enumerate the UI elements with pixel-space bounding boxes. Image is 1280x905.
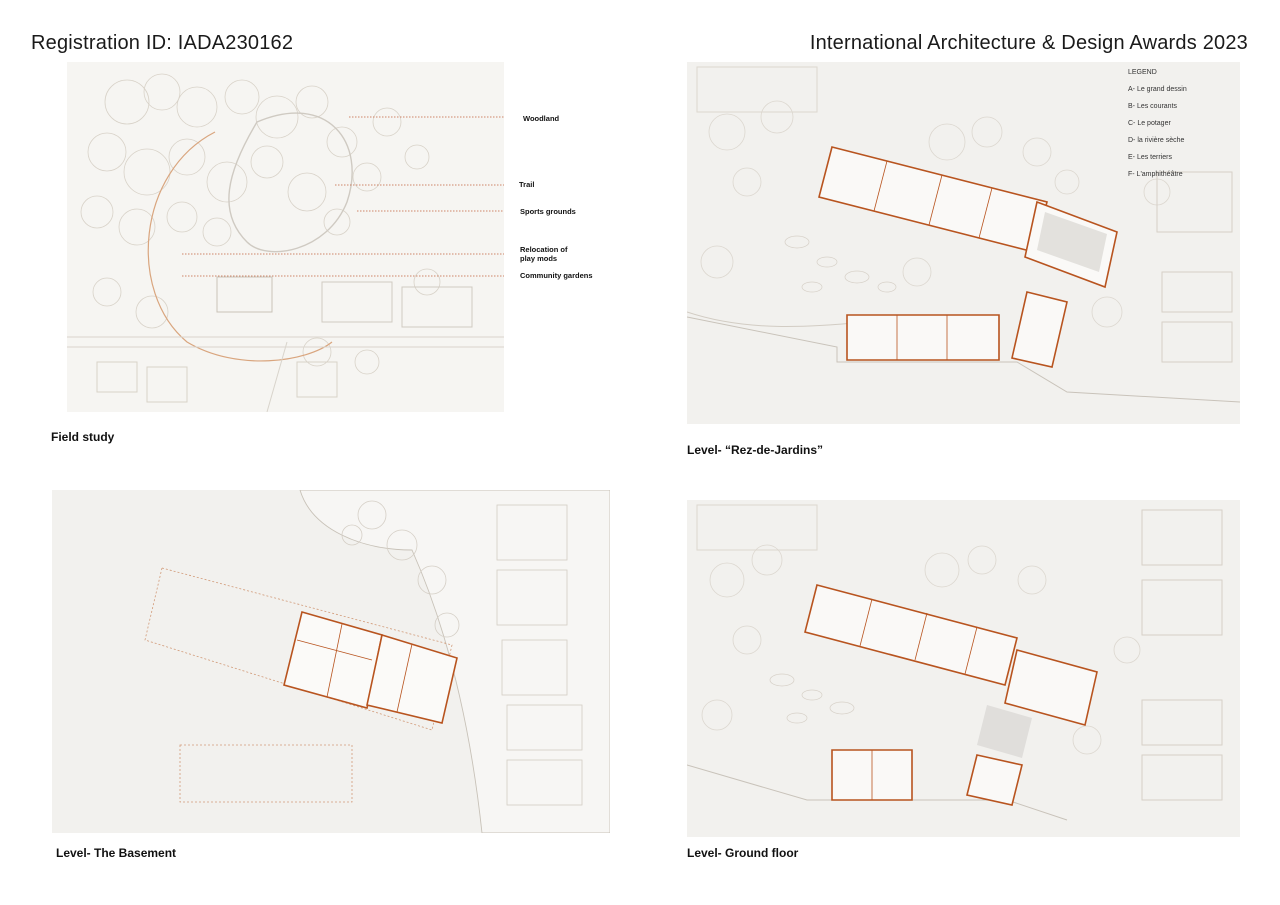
legend-item-f: F- L'amphithéâtre [1128,171,1183,178]
legend-item-d: D- la rivière sèche [1128,137,1185,144]
callout-play-mods: Relocation of play mods [520,245,568,263]
field-study-map [67,62,504,412]
callout-trail: Trail [519,180,535,189]
callout-community-gardens: Community gardens [520,271,593,280]
legend-item-c: C- Le potager [1128,120,1171,127]
legend [1128,64,1187,183]
ground-floor-plan [687,500,1240,837]
callout-sports-grounds: Sports grounds [520,207,576,216]
legend-item-e: E- Les terriers [1128,154,1172,161]
registration-id: Registration ID: IADA230162 [31,32,294,54]
basement-plan [52,490,610,833]
legend-item-b: B- Les courants [1128,103,1178,110]
award-title: International Architecture & Design Awards 2023 [809,32,1248,54]
field-study-drawing [67,62,504,412]
caption-field-study: Field study [51,430,115,444]
legend-title: LEGEND [1128,69,1157,76]
callout-woodland: Woodland [523,114,560,123]
caption-basement: Level- The Basement [56,846,177,860]
caption-rez-de-jardins: Level- “Rez-de-Jardins” [687,443,824,457]
caption-ground-floor: Level- Ground floor [687,846,799,860]
ground-floor-drawing [687,500,1240,837]
basement-drawing [52,490,610,833]
legend-item-a: A- Le grand dessin [1128,86,1187,93]
